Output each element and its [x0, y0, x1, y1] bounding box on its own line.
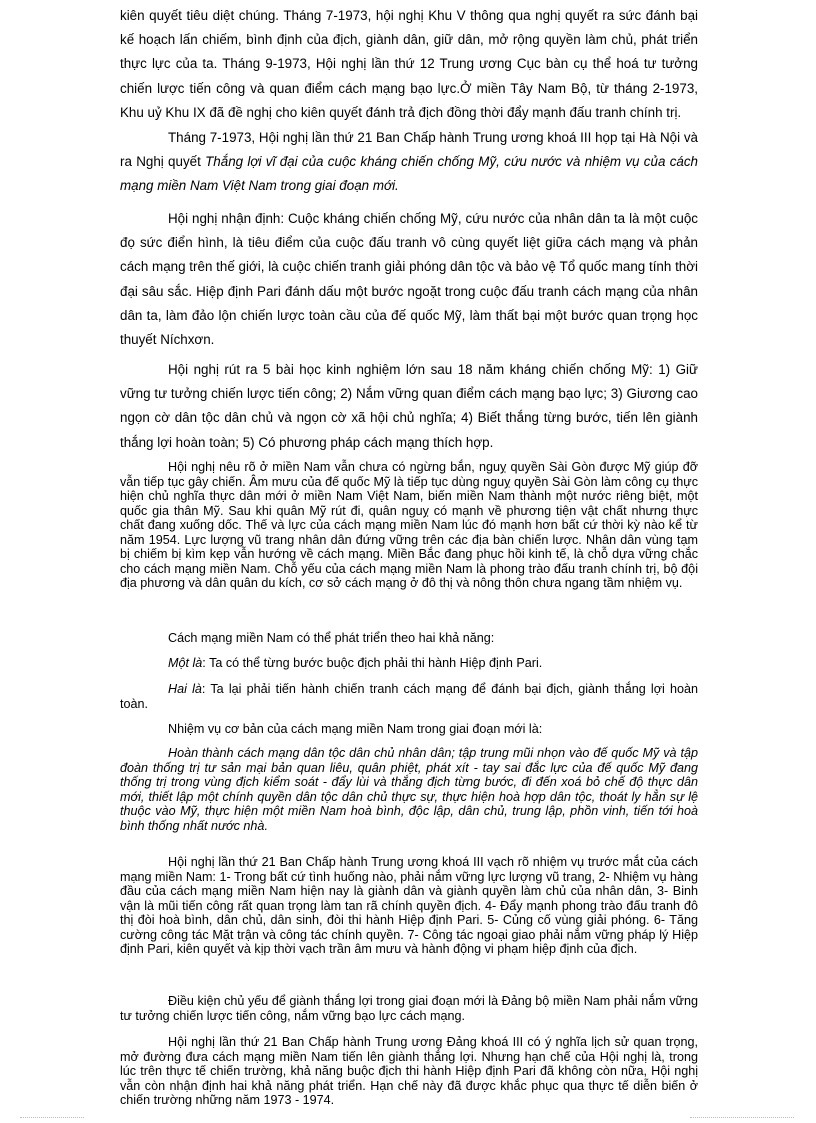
- paragraph-13: Hội nghị lần thứ 21 Ban Chấp hành Trung ương Đảng khoá III có ý nghĩa lịch sử quan trọng, mở đường đưa cách mạng miền Nam tiến lên giành thắng lợi. Nhưng hạn chế của Hội nghị là, trong lúc trên thực tế chiến trường, khả năng buộc địch thi hành Hiệp định Pari đã không còn nữa, Hội nghị vẫn còn nhận định hai khả năng phát triển. Hạn chế này đã được khắc phục qua thực tế diễn biến ở chiến trường những năm 1973 - 1974.: [120, 1035, 698, 1107]
- option-one-text: : Ta có thể từng bước buộc địch phải thi hành Hiệp định Pari.: [202, 656, 543, 670]
- resolution-title: Thắng lợi vĩ đại của cuộc kháng chiến chống Mỹ, cứu nước và nhiệm vụ của cách mạng miền Nam Việt Nam trong giai đoạn mới.: [120, 154, 698, 194]
- option-two-text: : Ta lại phải tiến hành chiến tranh cách mạng để đánh bại địch, giành thắng lợi hoàn toàn.: [120, 682, 698, 711]
- option-two-label: Hai là: [168, 682, 202, 696]
- paragraph-8: [120, 682, 698, 711]
- paragraph-5: Hội nghị nêu rõ ở miền Nam vẫn chưa có ngừng bắn, nguỵ quyền Sài Gòn được Mỹ giúp đỡ vẫn tiếp tục gây chiến. Âm mưu của đế quốc Mỹ là tiếp tục dùng nguỵ quyền Sài Gòn làm công cụ thực hiện chủ nghĩa thực dân mới ở miền Nam Việt Nam, biến miền Nam thành một nước riêng biệt, một quốc gia thân Mỹ. Sau khi quân Mỹ rút đi, quân nguỵ có mạnh về phương tiện vật chất nhưng thực chất đang xuống dốc. Thế và lực của cách mạng miền Nam lúc đó mạnh hơn bất cứ thời kỳ nào kể từ năm 1954. Lực lượng vũ trang nhân dân đứng vững trên các địa bàn chiến lược. Nhân dân vùng tạm bị chiếm bị kìm kẹp vẫn hướng về cách mạng. Miền Bắc đang phục hồi kinh tế, là chỗ dựa vững chắc cho cách mạng miền Nam. Chỗ yếu của cách mạng miền Nam là phong trào đấu tranh chính trị, bộ đội địa phương và dân quân du kích, cơ sở cách mạng ở đô thị và nông thôn chưa ngang tầm nhiệm vụ.: [120, 460, 698, 590]
- paragraph-2: [120, 126, 698, 199]
- paragraph-9: Nhiệm vụ cơ bản của cách mạng miền Nam trong giai đoạn mới là:: [168, 722, 543, 736]
- paragraph-11: Hội nghị lần thứ 21 Ban Chấp hành Trung ương khoá III vạch rõ nhiệm vụ trước mắt của cách mạng miền Nam: 1- Trong bất cứ tình huống nào, phải nắm vững lực lượng vũ trang, 2- Nhiệm vụ hàng đầu của cách mạng miền Nam hiện nay là giành dân và giành quyền làm chủ của nhân dân, 3- Binh vận là mũi tiến công rất quan trọng làm tan rã chính quyền địch. 4- Đẩy mạnh phong trào đấu tranh đô thị đòi hoà bình, dân chủ, dân sinh, đòi thi hành Hiệp định Pari. 5- Củng cố vùng giải phóng. 6- Tăng cường công tác Mặt trận và công tác chính quyền. 7- Công tác ngoại giao phải nắm vững pháp lý Hiệp định Pari, kiên quyết và kịp thời vạch trần âm mưu và hành động vi phạm hiệp định của địch.: [120, 855, 698, 956]
- paragraph-4: Hội nghị rút ra 5 bài học kinh nghiệm lớn sau 18 năm kháng chiến chống Mỹ: 1) Giữ vững tư tưởng chiến lược tiến công; 2) Nắm vững quan điểm cách mạng bạo lực; 3) Giương cao ngọn cờ dân tộc dân chủ và ngọn cờ xã hội chủ nghĩa; 4) Biết thắng từng bước, tiến lên giành thắng lợi hoàn toàn; 5) Có phương pháp cách mạng thích hợp.: [120, 362, 698, 450]
- paragraph-7: [120, 656, 698, 671]
- footer-divider-left: [20, 1117, 84, 1118]
- footer-divider-right: [690, 1117, 794, 1118]
- paragraph-10: Hoàn thành cách mạng dân tộc dân chủ nhân dân; tập trung mũi nhọn vào đế quốc Mỹ và tập đoàn thống trị tư sản mại bản quan liêu, quân phiệt, phát xít - tay sai đắc lực của đế quốc Mỹ đang thống trị trong vùng địch kiểm soát - đẩy lùi và thắng địch từng bước, đi đến xoá bỏ chế độ thực dân mới, thiết lập một chính quyền dân tộc dân chủ thực sự, thực hiện hoà hợp dân tộc, thoát ly hẳn sự lệ thuộc vào Mỹ, thực hiện một miền Nam hoà bình, độc lập, dân chủ, trung lập, phồn vinh, tiến tới hoà bình thống nhất nước nhà.: [120, 746, 698, 833]
- paragraph-12: Điều kiện chủ yếu để giành thắng lợi trong giai đoạn mới là Đảng bộ miền Nam phải nắm vững tư tưởng chiến lược tiến công, nắm vững bạo lực cách mạng.: [120, 994, 698, 1023]
- paragraph-6: Cách mạng miền Nam có thể phát triển theo hai khả năng:: [168, 631, 495, 645]
- paragraph-3: Hội nghị nhận định: Cuộc kháng chiến chống Mỹ, cứu nước của nhân dân ta là một cuộc đọ sức điển hình, là tiêu điểm của cuộc đấu tranh vô cùng quyết liệt giữa cách mạng và phản cách mạng trên thế giới, là cuộc chiến tranh giải phóng dân tộc và bảo vệ Tổ quốc mang tính thời đại sâu sắc. Hiệp định Pari đánh dấu một bước ngoặt trong cuộc đấu tranh cách mạng của nhân dân ta, làm đảo lộn chiến lược toàn cầu của đế quốc Mỹ, làm thất bại một bước quan trọng học thuyết Níchxơn.: [120, 211, 698, 348]
- paragraph-1: kiên quyết tiêu diệt chúng. Tháng 7-1973, hội nghị Khu V thông qua nghị quyết ra sức đánh bại kế hoạch lấn chiếm, bình định của địch, giành dân, giữ dân, mở rộng quyền làm chủ, phát triển thực lực của ta. Tháng 9-1973, Hội nghị lần thứ 12 Trung ương Cục bàn cụ thể hoá tư tưởng chiến lược tiến công và quan điểm cách mạng bạo lực.Ở miền Tây Nam Bộ, từ tháng 2-1973, Khu uỷ Khu IX đã đề nghị cho kiên quyết đánh trả địch đồng thời đẩy mạnh đấu tranh chính trị.: [120, 8, 698, 120]
- paragraph-2-text: Tháng 7-1973, Hội nghị lần thứ 21 Ban Chấp hành Trung ương khoá III họp tại Hà Nội và ra Nghị quyết: [120, 130, 698, 170]
- option-one-label: Một là: [168, 656, 203, 670]
